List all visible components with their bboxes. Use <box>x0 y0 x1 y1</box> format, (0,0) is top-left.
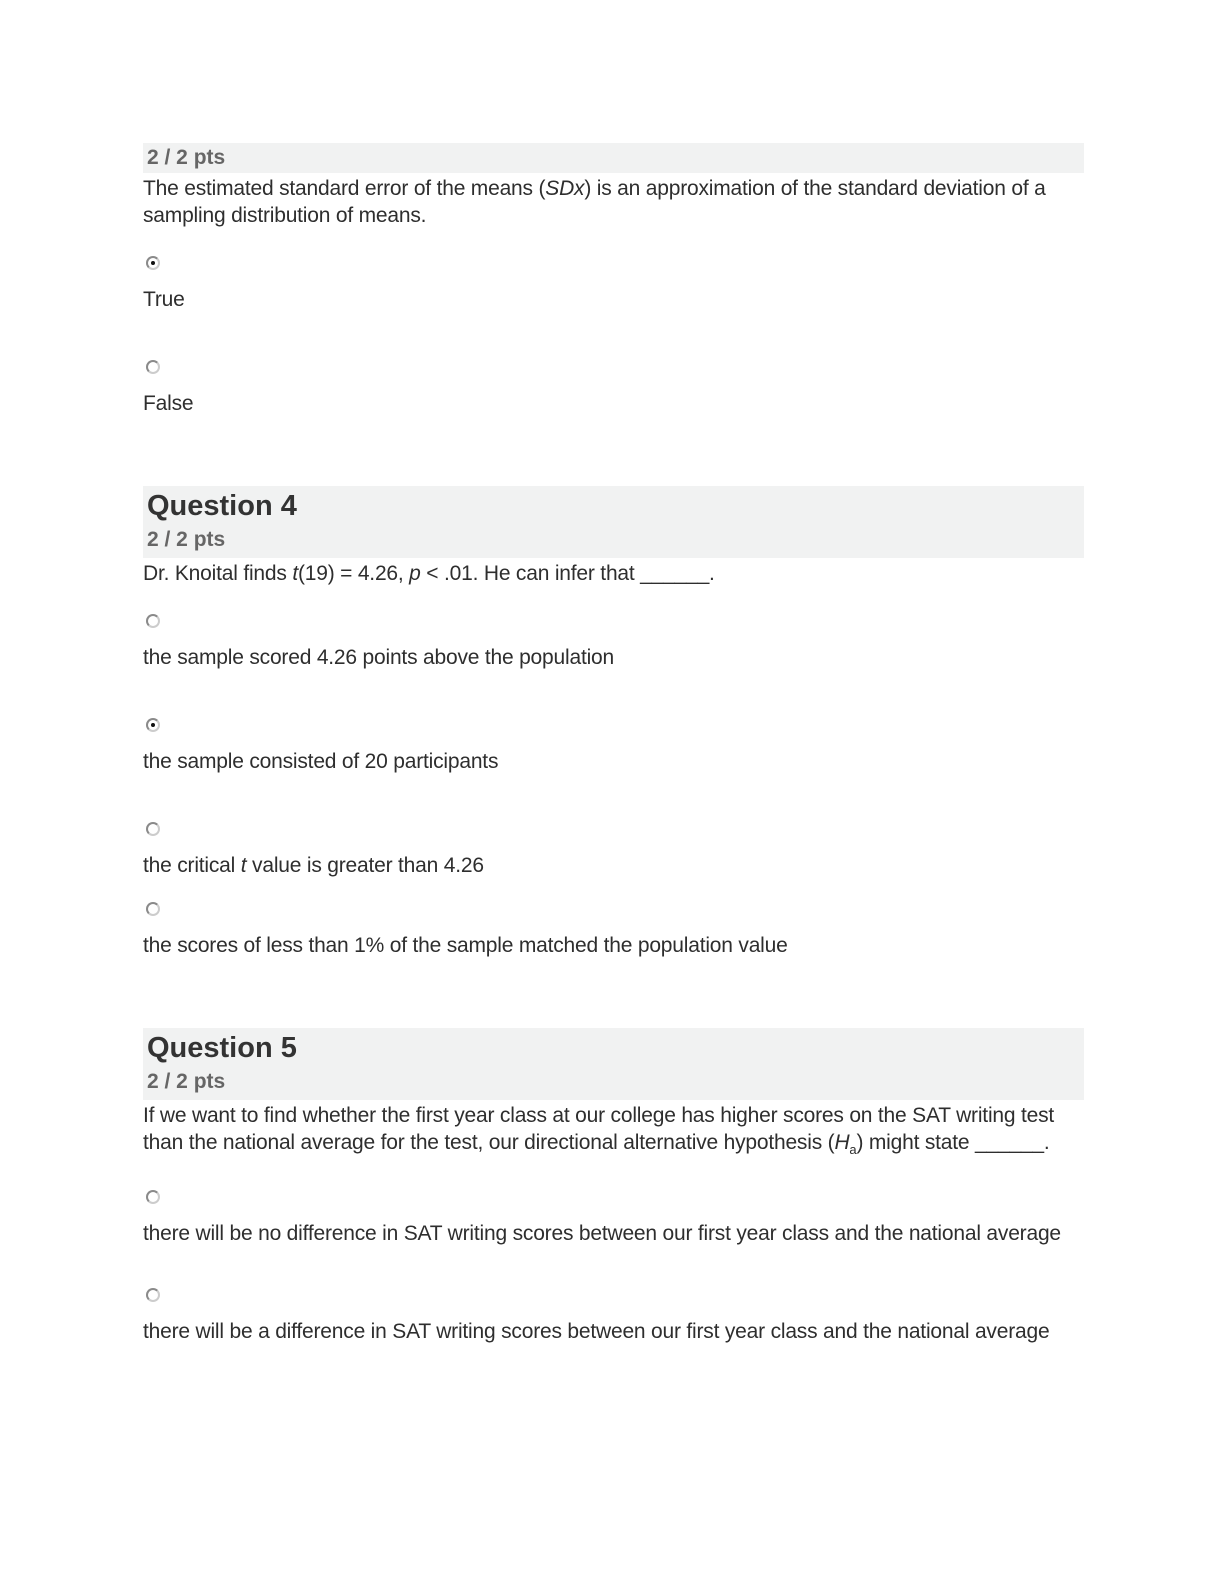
option-label: True <box>143 288 185 311</box>
quiz-content <box>143 143 1084 1345</box>
answer-option-true[interactable] <box>143 256 1084 313</box>
radio-button[interactable] <box>146 718 160 732</box>
answer-option-2[interactable] <box>143 718 1084 775</box>
radio-button[interactable] <box>146 614 160 628</box>
answer-option-1[interactable] <box>143 1190 1084 1247</box>
question-3-partial <box>143 143 1084 417</box>
radio-button[interactable] <box>146 360 160 374</box>
answer-option-4[interactable] <box>143 902 1084 959</box>
question-title: Question 4 <box>147 490 297 522</box>
points-label: 2 / 2 pts <box>147 528 226 551</box>
radio-button[interactable] <box>146 902 160 916</box>
radio-button[interactable] <box>146 256 160 270</box>
option-label: the sample scored 4.26 points above the population <box>143 646 615 669</box>
answer-option-3[interactable] <box>143 822 1084 879</box>
option-label: the scores of less than 1% of the sample matched the population value <box>143 934 788 957</box>
question-header <box>143 486 1084 558</box>
answer-option-false[interactable] <box>143 360 1084 417</box>
option-label: False <box>143 392 194 415</box>
question-header <box>143 1028 1084 1100</box>
question-prompt: If we want to find whether the first year class at our college has higher scores on the SAT writing test than the national average for the test, our directional alternative hypothesis $(H_a)$ might state ______. <box>143 1104 1055 1158</box>
points-label: 2 / 2 pts <box>147 146 226 169</box>
answer-option-2[interactable] <box>143 1288 1084 1345</box>
points-label: 2 / 2 pts <box>147 1070 226 1093</box>
option-label: there will be a difference in SAT writing scores between our first year class and the national average <box>143 1320 1050 1344</box>
question-prompt: The estimated standard error of the means (SDx) is an approximation of the standard deviation of a sampling distribution of means. <box>143 177 1046 227</box>
option-label: the sample consisted of 20 participants <box>143 750 499 773</box>
radio-button[interactable] <box>146 822 160 836</box>
answer-option-1[interactable] <box>143 614 1084 671</box>
radio-button[interactable] <box>146 1190 160 1204</box>
question-prompt: Dr. Knoital finds t(19) = 4.26, p < .01. He can infer that ______. <box>143 562 715 585</box>
radio-button[interactable] <box>146 1288 160 1302</box>
option-label: the critical t value is greater than 4.26 <box>143 854 484 877</box>
option-label: there will be no difference in SAT writing scores between our first year class and the national average <box>143 1222 1061 1246</box>
points-bar <box>143 143 1084 173</box>
question-5 <box>143 1028 1084 1345</box>
question-title: Question 5 <box>147 1032 297 1064</box>
question-4 <box>143 486 1084 959</box>
